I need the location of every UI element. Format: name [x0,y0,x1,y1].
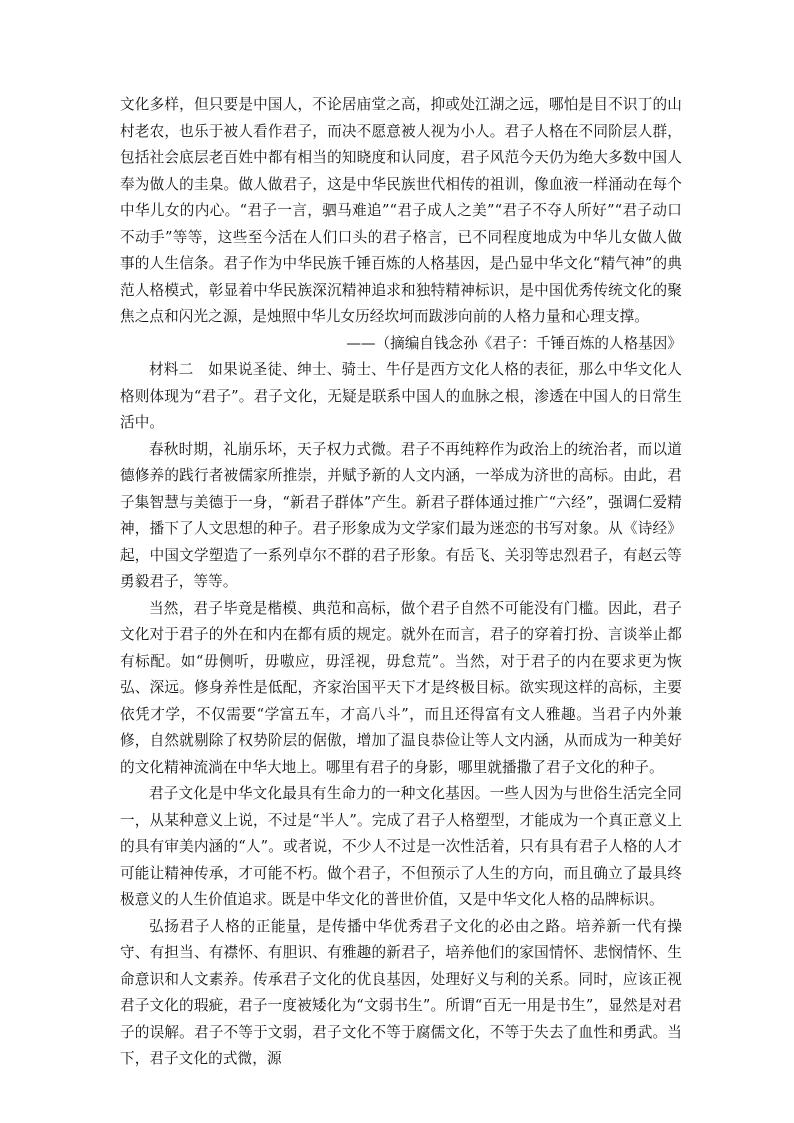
paragraph-cultural-gene: 君子文化是中华文化最具有生命力的一种文化基因。一些人因为与世俗生活完全同一，从某种意义上说，不过是“半人”。完成了君子人格塑型，才能成为一个真正意义上的具有审美内涵的“人”。或者说，不少人不过是一次性活着，只有具有君子人格的人才可能让精神传承，才可能不朽。做个君子，不但预示了人生的方向，而且确立了最具终极意义的人生价值追求。既是中华文化的普世价值，又是中华文化人格的品牌标识。 [120,785,682,908]
source-citation: ——（摘编自钱念孙《君子：千锤百炼的人格基因》 [346,334,682,352]
paragraph-spring-autumn: 春秋时期，礼崩乐坏，天子权力式微。君子不再纯粹作为政治上的统治者，而以道德修养的践行者被儒家所推崇，并赋予新的人文内涵，一举成为济世的高标。由此，君子集智慧与美德于一身，“新君子群体”产生。新君子群体通过推广“六经”，强调仁爱精神，播下了人文思想的种子。君子形象成为文学家们最为迷恋的书写对象。从《诗经》起，中国文学塑造了一系列卓尔不群的君子形象。有岳飞、关羽等忠烈君子，有赵云等勇毅君子，等等。 [120,440,682,590]
document-page [120,92,682,1073]
paragraph-promote: 弘扬君子人格的正能量，是传播中华优秀君子文化的必由之路。培养新一代有操守、有担当、有襟怀、有胆识、有雅趣的新君子，培养他们的家国情怀、悲悯情怀、生命意识和人文素养。传承君子文化的优良基因，处理好义与利的关系。同时，应该正视君子文化的瑕疵，君子一度被矮化为“文弱书生”。所谓“百无一用是书生”，显然是对君子的误解。君子不等于文弱，君子文化不等于腐儒文化，不等于失去了血性和勇武。当下，君子文化的式微，源 [120,917,682,1067]
paragraph-threshold: 当然，君子毕竟是楷模、典范和高标，做个君子自然不可能没有门槛。因此，君子文化对于君子的外在和内在都有质的规定。就外在而言，君子的穿着打扮、言谈举止都有标配。如“毋侧听，毋嗷应，毋淫视，毋怠荒”。当然，对于君子的内在要求更为恢弘、深远。修身养性是低配，齐家治国平天下才是终极目标。欲实现这样的高标，主要依凭才学，不仅需要“学富五车，才高八斗”，而且还得富有文人雅趣。当君子内外兼修，自然就剔除了权势阶层的倨傲，增加了温良恭俭让等人文内涵，从而成为一种美好的文化精神流淌在中华大地上。哪里有君子的身影，哪里就播撒了君子文化的种子。 [120,599,682,776]
paragraph-material-one-continuation: 文化多样，但只要是中国人，不论居庙堂之高，抑或处江湖之远，哪怕是目不识丁的山村老农，也乐于被人看作君子，而决不愿意被人视为小人。君子人格在不同阶层人群，包括社会底层老百姓中都有相当的知晓度和认同度，君子风范今天仍为绝大多数中国人奉为做人的圭臬。做人做君子，这是中华民族世代相传的祖训，像血液一样涌动在每个中华儿女的内心。“君子一言，驷马难追”“君子成人之美”“君子不夺人所好”“君子动口不动手”等等，这些至今活在人们口头的君子格言，已不同程度地成为中华儿女做人做事的人生信条。君子作为中华民族千锤百炼的人格基因，是凸显中华文化“精气神”的典范人格模式，彰显着中华民族深沉精神追求和独特精神标识，是中国优秀传统文化的聚焦之点和闪光之源，是烛照中华儿女历经坎坷而跋涉向前的人格力量和心理支撑。 [120,96,682,325]
paragraph-material-two-intro: 材料二 如果说圣徒、绅士、骑士、牛仔是西方文化人格的表征，那么中华文化人格则体现为“君子”。君子文化，无疑是联系中国人的血脉之根，渗透在中国人的日常生活中。 [120,361,682,431]
